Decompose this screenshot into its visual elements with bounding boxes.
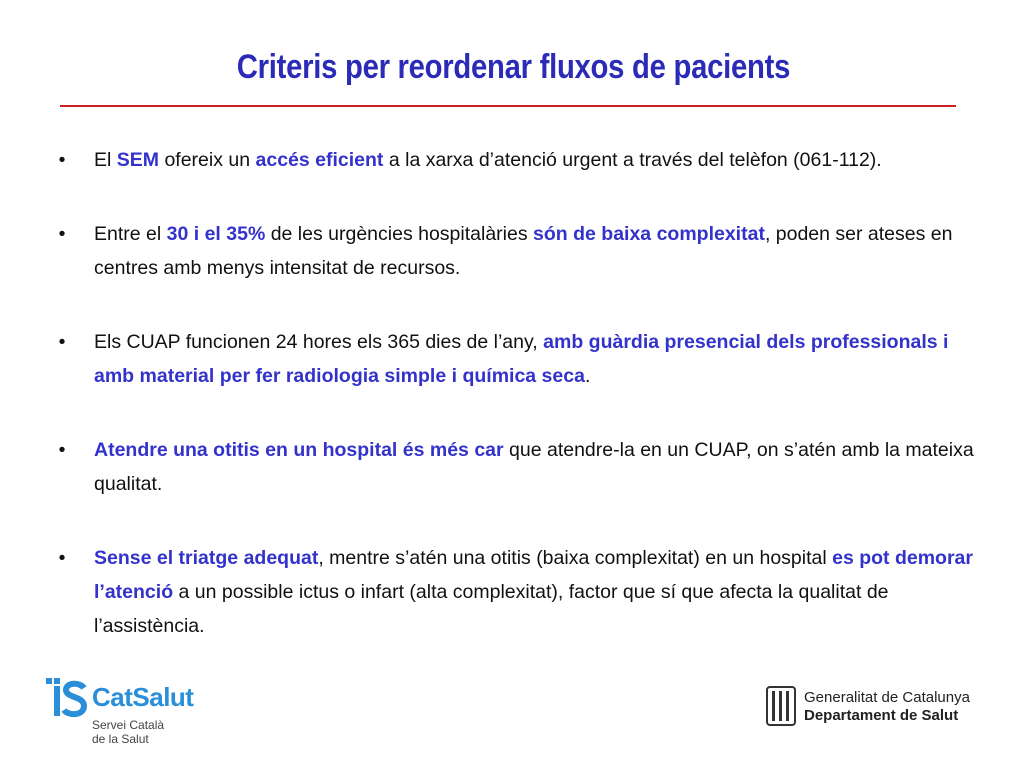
bullet-item — [52, 325, 982, 393]
bullet-dot-icon: • — [58, 439, 66, 461]
bullet-highlight: es pot demorar l’atenció — [94, 547, 973, 603]
bullet-segment: El — [94, 149, 117, 171]
bullet-text — [94, 149, 882, 171]
bullet-dot-icon: • — [58, 149, 66, 171]
bullet-item — [52, 143, 982, 177]
bullet-segment: a la xarxa d’atenció urgent a través del telèfon (061-112). — [383, 149, 882, 171]
catsalut-logo-icon — [44, 676, 88, 720]
bullet-highlight: accés eficient — [255, 149, 384, 171]
bullet-text — [94, 547, 973, 637]
bullet-text — [94, 331, 948, 387]
gencat-name: Generalitat de Catalunya — [804, 689, 970, 706]
bullet-item — [52, 217, 982, 285]
bullet-text — [94, 223, 952, 279]
bullet-highlight: amb guàrdia presencial dels professionals i amb material per fer radiologia simple i química seca — [94, 331, 949, 387]
gencat-flag-icon — [766, 686, 796, 726]
page-title: Criteris per reordenar fluxos de pacients — [236, 48, 791, 86]
gencat-department: Departament de Salut — [804, 707, 959, 724]
title-divider — [60, 105, 956, 107]
bullet-highlight: 30 i el 35% — [166, 223, 266, 245]
bullet-segment: , poden ser ateses en centres amb menys intensitat de recursos. — [94, 223, 953, 279]
bullet-text — [94, 439, 974, 495]
bullet-highlight: SEM — [116, 149, 160, 171]
catsalut-logo — [44, 676, 244, 756]
bullet-segment: , mentre s’atén una otitis (baixa complexitat) en un hospital — [318, 547, 833, 569]
catsalut-subtitle — [92, 718, 164, 746]
bullet-segment: de les urgències hospitalàries — [265, 223, 534, 245]
bullet-segment: a un possible ictus o infart (alta complexitat), factor que sí que afecta la qualitat de l’assistència. — [94, 581, 889, 637]
catsalut-name: CatSalut — [92, 682, 194, 712]
bullet-segment: Els CUAP funcionen 24 hores els 365 dies de l’any, — [94, 331, 544, 353]
catsalut-subtitle-line: de la Salut — [92, 732, 149, 746]
bullet-segment: que atendre-la en un CUAP, on s’atén amb la mateixa qualitat. — [94, 439, 974, 495]
bullet-highlight: Sense el triatge adequat — [94, 547, 319, 569]
bullet-segment: . — [584, 365, 591, 387]
bullet-list — [52, 143, 982, 643]
bullet-segment: Entre el — [94, 223, 167, 245]
gencat-logo — [766, 686, 996, 736]
bullet-dot-icon: • — [58, 547, 66, 569]
bullet-dot-icon: • — [58, 223, 66, 245]
bullet-item — [52, 541, 982, 643]
bullet-dot-icon: • — [58, 331, 66, 353]
bullet-highlight: Atendre una otitis en un hospital és més car — [94, 439, 504, 461]
bullet-item — [52, 433, 982, 501]
catsalut-subtitle-line: Servei Català — [92, 718, 165, 732]
bullet-segment: ofereix un — [159, 149, 256, 171]
bullet-highlight: són de baixa complexitat — [533, 223, 765, 245]
